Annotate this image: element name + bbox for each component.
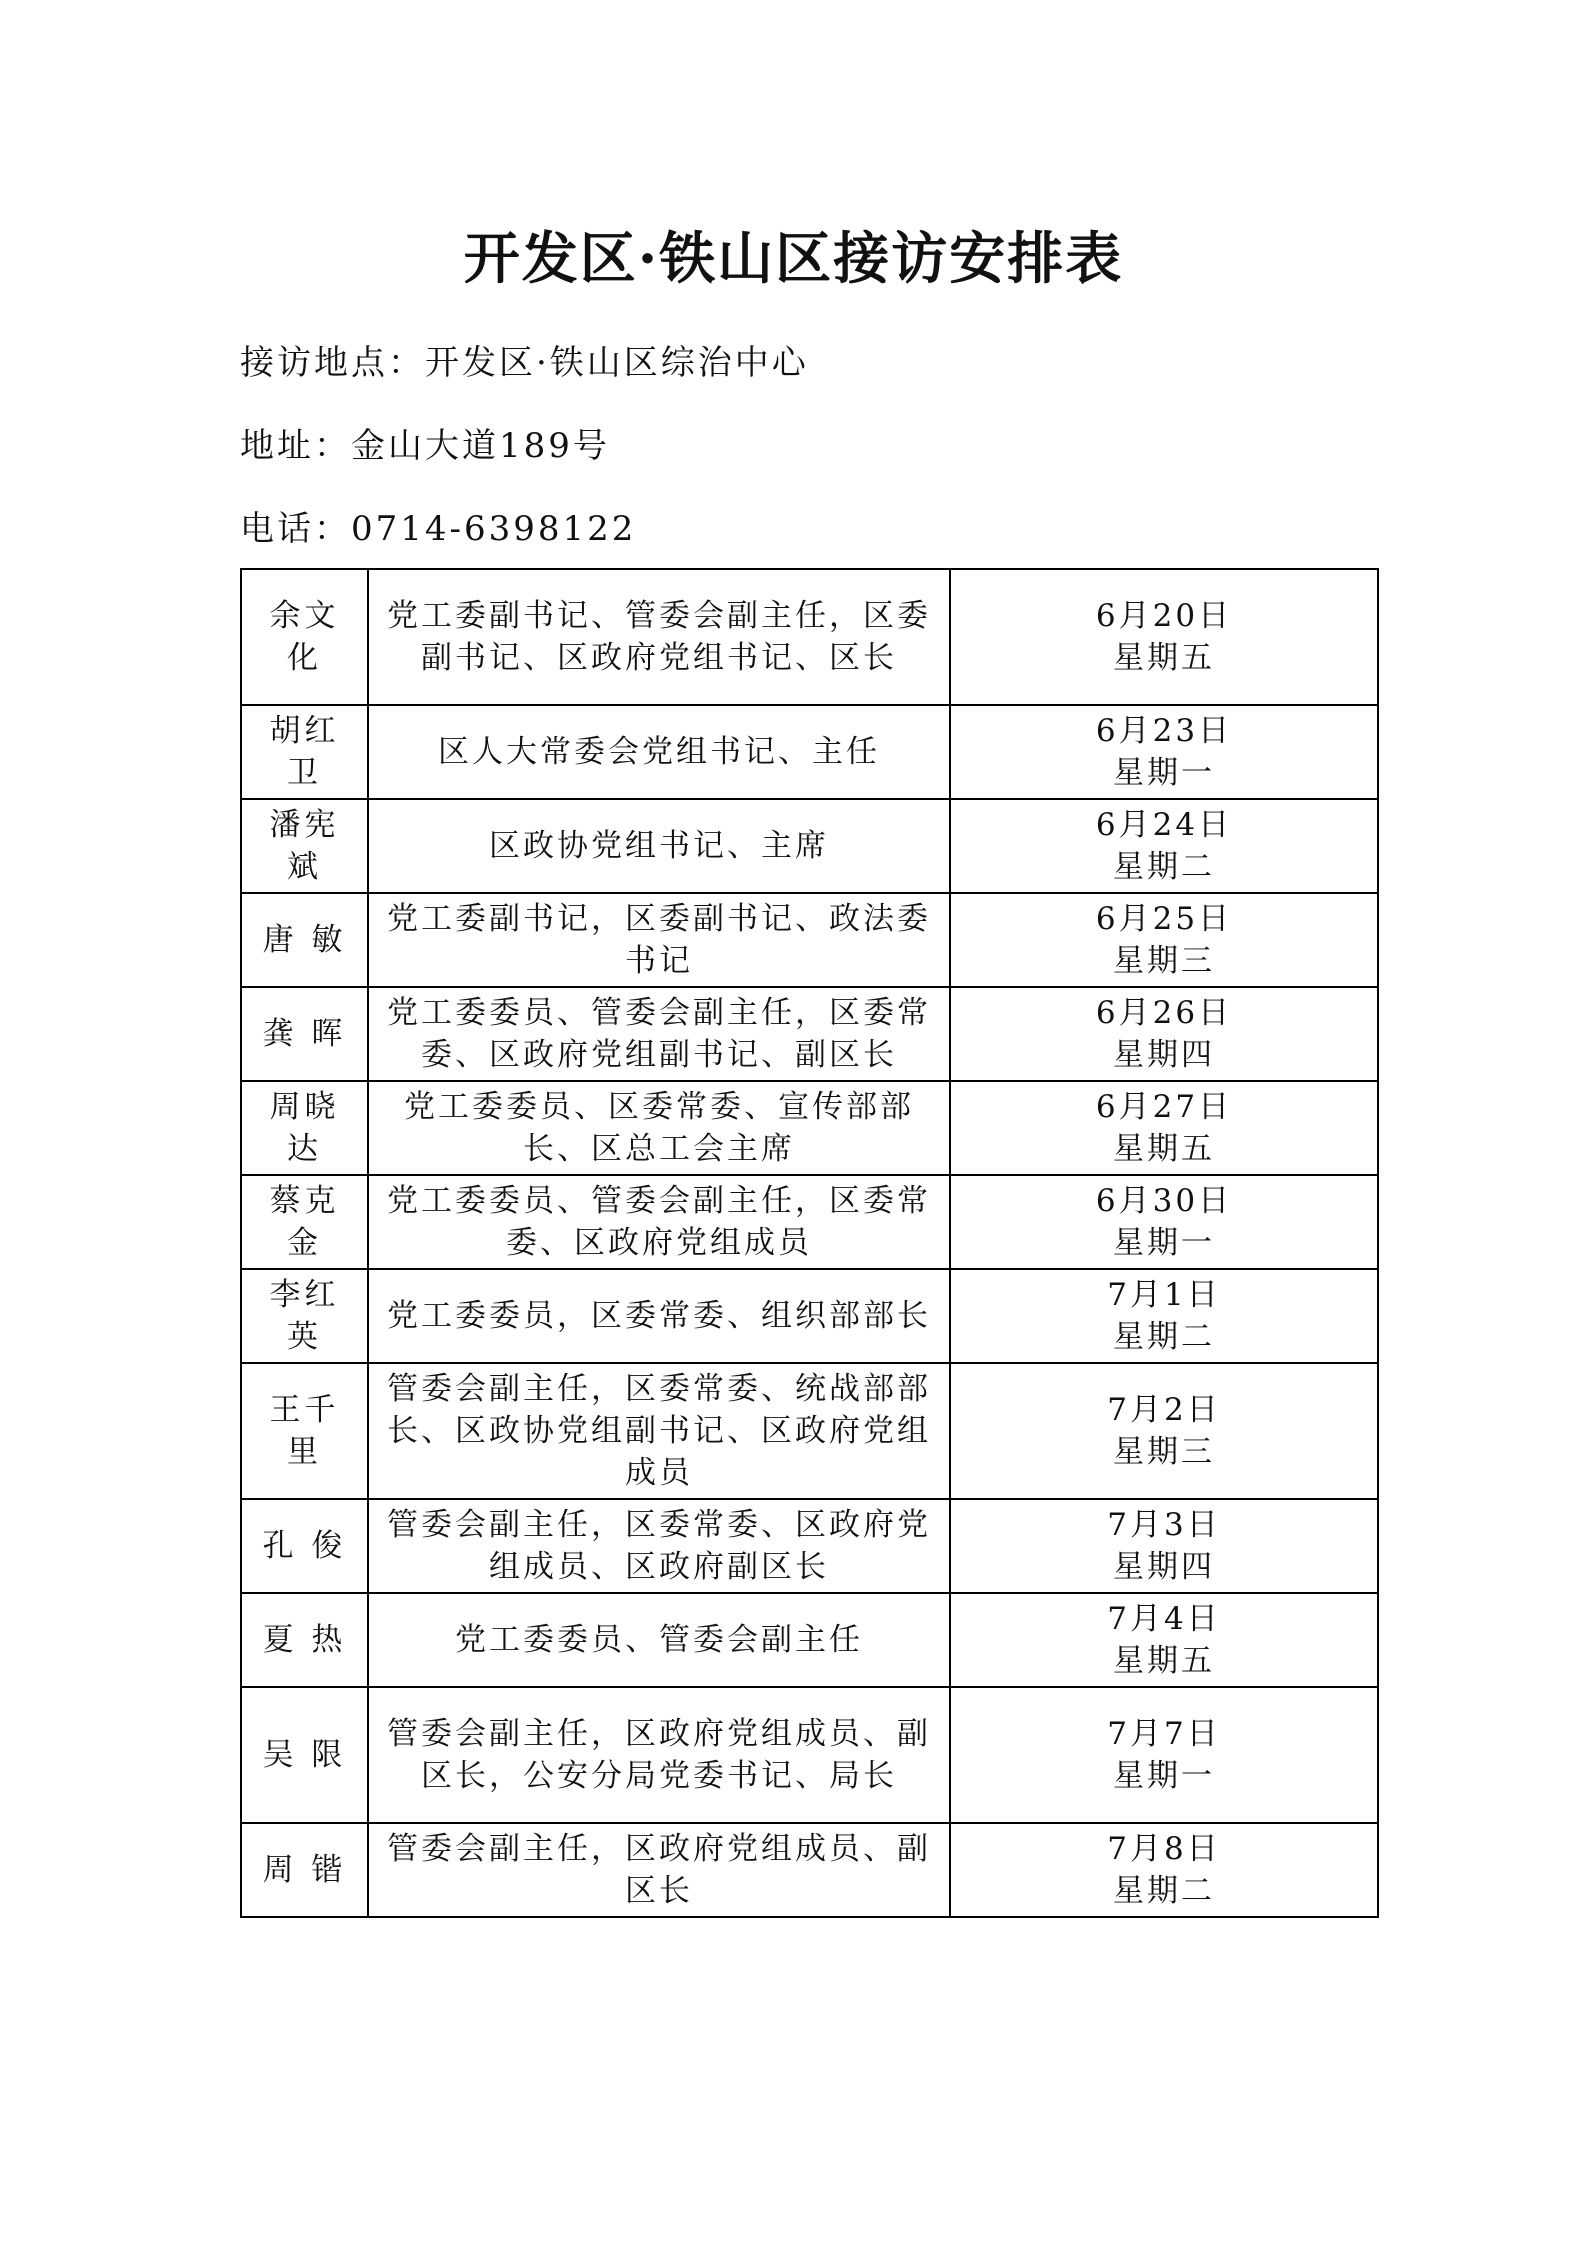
date-text: 6月24日	[1095, 807, 1233, 843]
date-text: 6月30日	[1095, 1183, 1233, 1219]
location-line: 接访地点：开发区·铁山区综治中心	[240, 343, 809, 383]
position-cell: 区政协党组书记、主席	[368, 799, 950, 893]
date-cell	[950, 569, 1378, 705]
weekday-text: 星期三	[1113, 943, 1215, 979]
date-cell	[950, 1823, 1378, 1917]
position-cell: 党工委委员、管委会副主任，区委常委、区政府党组副书记、副区长	[368, 987, 950, 1081]
date-cell	[950, 1269, 1378, 1363]
table-row	[241, 1687, 1378, 1823]
table-row	[241, 987, 1378, 1081]
position-cell: 区人大常委会党组书记、主任	[368, 705, 950, 799]
date-cell	[950, 1081, 1378, 1175]
date-text: 6月25日	[1095, 901, 1233, 937]
table-row	[241, 799, 1378, 893]
position-cell: 党工委副书记、管委会副主任，区委副书记、区政府党组书记、区长	[368, 569, 950, 705]
table-row	[241, 705, 1378, 799]
schedule-table	[240, 568, 1379, 1918]
date-cell	[950, 799, 1378, 893]
date-cell	[950, 1363, 1378, 1499]
weekday-text: 星期四	[1113, 1037, 1215, 1073]
position-cell: 管委会副主任，区委常委、区政府党组成员、区政府副区长	[368, 1499, 950, 1593]
date-text: 7月2日	[1107, 1392, 1221, 1428]
name-cell: 蔡克金	[241, 1175, 368, 1269]
name-cell: 龚 晖	[241, 987, 368, 1081]
address-line: 地址：金山大道189号	[240, 426, 610, 466]
table-row	[241, 569, 1378, 705]
date-text: 6月20日	[1095, 598, 1233, 634]
date-text: 6月26日	[1095, 995, 1233, 1031]
weekday-text: 星期五	[1113, 1643, 1215, 1679]
name-cell: 李红英	[241, 1269, 368, 1363]
date-text: 7月8日	[1107, 1831, 1221, 1867]
position-cell: 党工委委员，区委常委、组织部部长	[368, 1269, 950, 1363]
page-title: 开发区·铁山区接访安排表	[463, 226, 1124, 292]
weekday-text: 星期一	[1113, 1225, 1215, 1261]
position-cell: 管委会副主任，区政府党组成员、副区长	[368, 1823, 950, 1917]
date-text: 7月3日	[1107, 1507, 1221, 1543]
table-row	[241, 1593, 1378, 1687]
weekday-text: 星期五	[1113, 1131, 1215, 1167]
date-cell	[950, 1499, 1378, 1593]
date-text: 6月27日	[1095, 1089, 1233, 1125]
position-cell: 党工委委员、管委会副主任	[368, 1593, 950, 1687]
date-cell	[950, 705, 1378, 799]
date-text: 7月1日	[1107, 1277, 1221, 1313]
position-cell: 管委会副主任，区政府党组成员、副区长，公安分局党委书记、局长	[368, 1687, 950, 1823]
date-text: 7月7日	[1107, 1716, 1221, 1752]
date-cell	[950, 1175, 1378, 1269]
name-cell: 吴 限	[241, 1687, 368, 1823]
weekday-text: 星期三	[1113, 1434, 1215, 1470]
weekday-text: 星期二	[1113, 1319, 1215, 1355]
position-cell: 管委会副主任，区委常委、统战部部长、区政协党组副书记、区政府党组成员	[368, 1363, 950, 1499]
table-row	[241, 1823, 1378, 1917]
table-row	[241, 1175, 1378, 1269]
weekday-text: 星期四	[1113, 1549, 1215, 1585]
date-text: 7月4日	[1107, 1601, 1221, 1637]
weekday-text: 星期二	[1113, 849, 1215, 885]
table-row	[241, 1499, 1378, 1593]
name-cell: 唐 敏	[241, 893, 368, 987]
position-cell: 党工委副书记，区委副书记、政法委书记	[368, 893, 950, 987]
date-cell	[950, 893, 1378, 987]
weekday-text: 星期五	[1113, 640, 1215, 676]
phone-line: 电话：0714-6398122	[240, 509, 637, 549]
name-cell: 夏 热	[241, 1593, 368, 1687]
position-cell: 党工委委员、管委会副主任，区委常委、区政府党组成员	[368, 1175, 950, 1269]
weekday-text: 星期二	[1113, 1873, 1215, 1909]
name-cell: 潘宪斌	[241, 799, 368, 893]
name-cell: 王千里	[241, 1363, 368, 1499]
date-cell	[950, 987, 1378, 1081]
table-row	[241, 893, 1378, 987]
name-cell: 周晓达	[241, 1081, 368, 1175]
name-cell: 周 锴	[241, 1823, 368, 1917]
weekday-text: 星期一	[1113, 1758, 1215, 1794]
table-row	[241, 1081, 1378, 1175]
name-cell: 余文化	[241, 569, 368, 705]
date-cell	[950, 1593, 1378, 1687]
name-cell: 胡红卫	[241, 705, 368, 799]
weekday-text: 星期一	[1113, 755, 1215, 791]
name-cell: 孔 俊	[241, 1499, 368, 1593]
position-cell: 党工委委员、区委常委、宣传部部长、区总工会主席	[368, 1081, 950, 1175]
date-text: 6月23日	[1095, 713, 1233, 749]
table-row	[241, 1269, 1378, 1363]
table-row	[241, 1363, 1378, 1499]
date-cell	[950, 1687, 1378, 1823]
